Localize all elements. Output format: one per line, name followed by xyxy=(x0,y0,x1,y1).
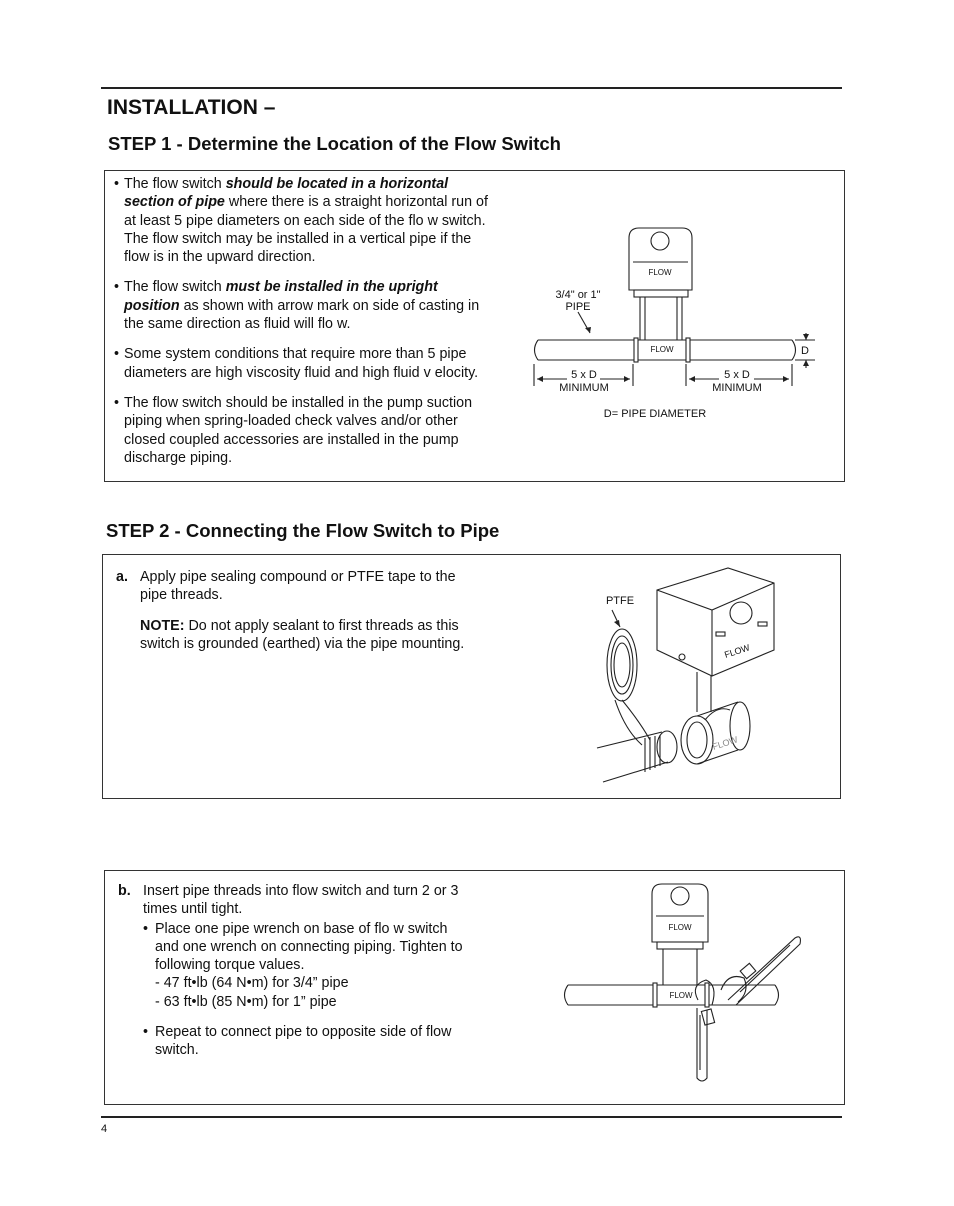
flow-label-tee: FLOW xyxy=(711,734,739,752)
pipe-size-label: 3/4" or 1" xyxy=(555,289,601,301)
bottom-rule xyxy=(101,1116,842,1118)
diagram-caption: D= PIPE DIAMETER xyxy=(603,408,707,420)
step-a-note: NOTE: Do not apply sealant to first threads as this switch is grounded (earthed) via the pipe mounting. xyxy=(140,617,465,652)
step-b-sub-2: • Repeat to connect pipe to opposite side of flow switch. xyxy=(143,1024,452,1059)
step-b-marker: b. xyxy=(118,883,131,899)
flow-label-housing: FLOW xyxy=(723,642,751,660)
ptfe-label: PTFE xyxy=(605,595,635,607)
step1-flow-label-pipe: FLOW xyxy=(650,345,674,354)
torque-value-1: - 47 ft•lb (64 N•m) for 3/4” pipe xyxy=(155,975,349,992)
step-a-marker: a. xyxy=(116,569,128,585)
left-dim-minimum: MINIMUM xyxy=(559,382,609,394)
step2b-flow-label-pipe: FLOW xyxy=(669,991,693,1000)
step1-bullet-2: • The flow switch must be installed in the upright position as shown with arrow mark on side of casting in the same direction as fluid will flo w. xyxy=(114,279,480,333)
step1-flow-label-top: FLOW xyxy=(648,268,672,277)
step1-bullet-3: • Some system conditions that require more than 5 pipe diameters are high viscosity fluid and high fluid v elocity. xyxy=(114,346,479,381)
page-number: 4 xyxy=(101,1123,108,1135)
step1-heading: STEP 1 - Determine the Location of the Flow Switch xyxy=(108,133,561,154)
d-label: D xyxy=(801,345,809,357)
step-a-text: Apply pipe sealing compound or PTFE tape to the pipe threads. xyxy=(140,569,456,604)
step-b-text: Insert pipe threads into flow switch and turn 2 or 3 times until tight. xyxy=(143,883,459,918)
page-title: INSTALLATION – xyxy=(107,96,276,119)
step-b-sub-1: • Place one pipe wrench on base of flo w switch and one wrench on connecting piping. Tighten to following torque values. xyxy=(143,920,463,974)
pipe-label: PIPE xyxy=(565,301,591,313)
right-dim-label: 5 x D xyxy=(724,369,750,381)
left-dim-label: 5 x D xyxy=(571,369,597,381)
step1-bullet-1: • The flow switch should be located in a horizontal section of pipe where there is a straight horizontal run of at least 5 pipe diameters on each side of the flo w switch. The flow switch may be installed in a vertical pipe if the flow is in the upward direction. xyxy=(114,176,488,266)
right-dim-minimum: MINIMUM xyxy=(712,382,762,394)
step1-bullet-4: • The flow switch should be installed in the pump suction piping when spring-loaded check valves and/or other closed coupled accessories are installed in the pump discharge piping. xyxy=(114,394,473,466)
step2-heading: STEP 2 - Connecting the Flow Switch to Pipe xyxy=(106,520,500,541)
step2b-flow-label-top: FLOW xyxy=(668,923,692,932)
torque-value-2: - 63 ft•lb (85 N•m) for 1” pipe xyxy=(155,993,337,1010)
